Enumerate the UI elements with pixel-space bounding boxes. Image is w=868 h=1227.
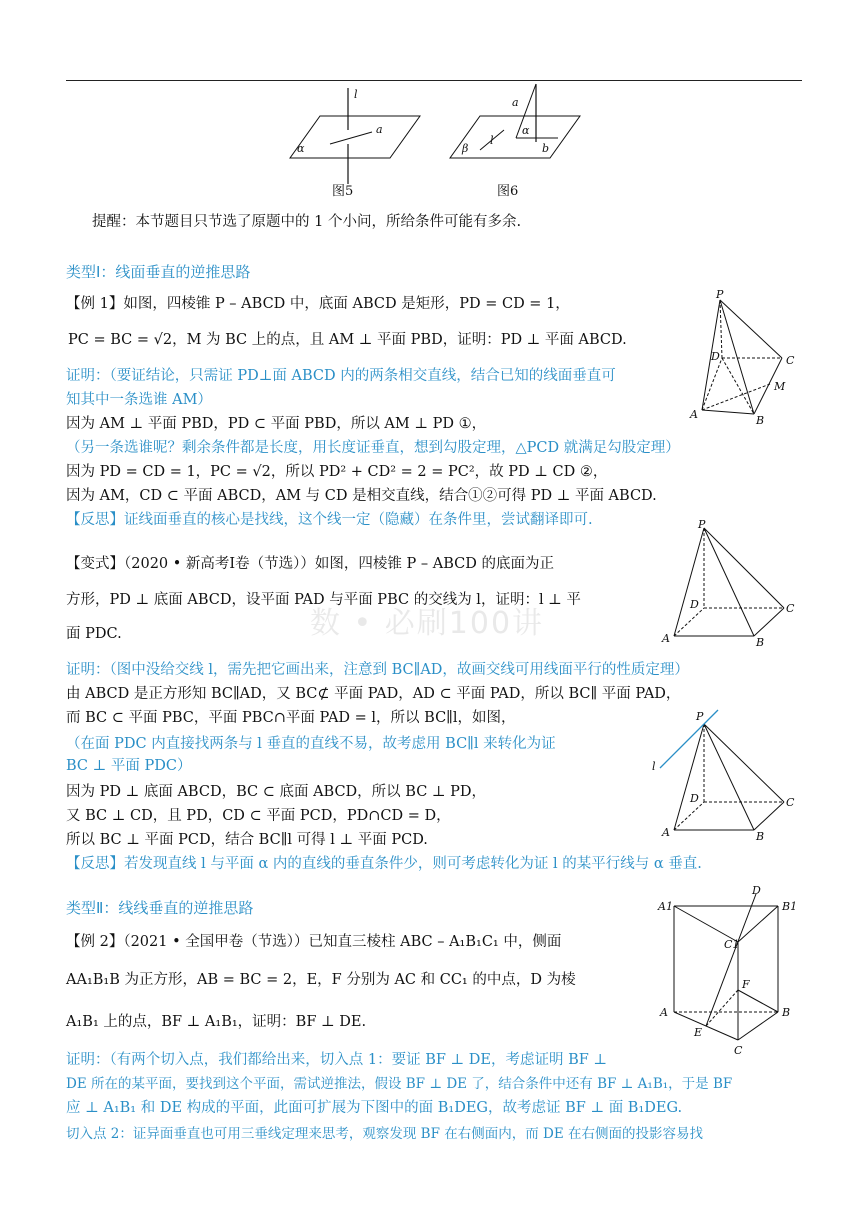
pyr3-C: C (786, 796, 795, 809)
prism-F: F (742, 978, 750, 991)
watermark: 数 • 必刷100讲 (310, 606, 545, 641)
example1-line1: 【例 1】如图，四棱锥 P – ABCD 中，底面 ABCD 是矩形，PD = CD = 1， (66, 296, 570, 312)
proof1-line3: 因为 AM ⊥ 平面 PBD，PD ⊂ 平面 PBD，所以 AM ⊥ PD ①， (66, 416, 487, 432)
hint-text: 提醒：本节题目只节选了原题中的 1 个小问，所给条件可能有多余. (92, 214, 522, 230)
example2-line2: AA₁B₁B 为正方形，AB = BC = 2，E，F 分别为 AC 和 CC₁ 的中点，D 为棱 (66, 972, 576, 988)
figure-5 (280, 86, 430, 186)
proof2-line4: （在面 PDC 内直接找两条与 l 垂直的直线不易，故考虑用 BC∥l 来转化为证 (66, 736, 556, 752)
fig5-label-alpha: α (297, 142, 305, 155)
figure-5-caption: 图5 (332, 184, 354, 199)
pyr3-B: B (756, 830, 765, 843)
pyramid-figure-1 (678, 288, 808, 428)
prism-D: D (752, 884, 761, 897)
proof1-line6: 因为 AM，CD ⊂ 平面 ABCD，AM 与 CD 是相交直线，结合①②可得 PD ⊥ 平面 ABCD. (66, 488, 657, 504)
type2-heading: 类型Ⅱ：线线垂直的逆推思路 (66, 899, 254, 917)
fig5-label-l: l (354, 88, 358, 101)
figure-6 (440, 82, 590, 182)
proof1-line4: （另一条选谁呢？剩余条件都是长度，用长度证垂直，想到勾股定理，△PCD 就满足勾股定理） (66, 440, 680, 456)
proof2-line8: 所以 BC ⊥ 平面 PCD，结合 BC∥l 可得 l ⊥ 平面 PCD. (66, 832, 428, 848)
proof1-line5: 因为 PD = CD = 1，PC = √2，所以 PD² + CD² = 2 = PC²，故 PD ⊥ CD ②， (66, 464, 608, 480)
prism-C: C (734, 1044, 743, 1056)
type1-heading: 类型Ⅰ：线面垂直的逆推思路 (66, 263, 251, 281)
pyr3-A: A (662, 826, 670, 839)
pyr1-D: D (711, 350, 720, 363)
pyr1-C: C (786, 354, 795, 367)
pyr1-A: A (690, 408, 698, 421)
fig6-label-b: b (542, 142, 550, 155)
pyr2-C: C (786, 602, 795, 615)
proof3-line1: 证明：（有两个切入点，我们都给出来，切入点 1：要证 BF ⊥ DE，考虑证明 BF ⊥ (66, 1052, 608, 1068)
pyr1-M: M (774, 380, 786, 393)
proof2-line1: 证明：（图中没给交线 l，需先把它画出来，注意到 BC∥AD，故画交线可用线面平行的性质定理） (66, 662, 689, 678)
reflection2: 【反思】若发现直线 l 与平面 α 内的直线的垂直条件少，则可考虑转化为证 l 的某平行线与 α 垂直. (66, 856, 702, 872)
proof2-line6: 因为 PD ⊥ 底面 ABCD，BC ⊂ 底面 ABCD，所以 BC ⊥ PD， (66, 784, 487, 800)
prism-A1: A1 (658, 900, 673, 913)
proof3-line2: DE 所在的某平面，要找到这个平面，需试逆推法，假设 BF ⊥ DE 了，结合条件中还有 BF ⊥ A₁B₁，于是 BF (66, 1076, 733, 1092)
pyramid-figure-3 (650, 708, 800, 843)
proof1-line2: 知其中一条选谁 AM） (66, 392, 212, 408)
variant-line3: 面 PDC. (66, 626, 122, 642)
proof3-line3: 应 ⊥ A₁B₁ 和 DE 构成的平面，此面可扩展为下图中的面 B₁DEG，故考虑证 BF ⊥ 面 B₁DEG. (66, 1100, 683, 1116)
fig6-label-l: l (490, 134, 494, 147)
proof3-line4: 切入点 2：证异面垂直也可用三垂线定理来思考，观察发现 BF 在右侧面内，而 DE 在右侧面的投影容易找 (66, 1126, 704, 1142)
pyr3-D: D (690, 792, 699, 805)
prism-figure (652, 884, 802, 1056)
fig6-label-a: a (512, 96, 519, 109)
variant-line2: 方形，PD ⊥ 底面 ABCD，设平面 PAD 与平面 PBC 的交线为 l，证明：l ⊥ 平 (66, 592, 581, 608)
pyramid-figure-2 (658, 518, 798, 648)
pyr2-B: B (756, 636, 765, 648)
proof2-line7: 又 BC ⊥ CD，且 PD，CD ⊂ 平面 PCD，PD∩CD = D， (66, 808, 451, 824)
proof1-line1: 证明：（要证结论，只需证 PD⊥面 ABCD 内的两条相交直线，结合已知的线面垂直可 (66, 368, 616, 384)
fig5-label-a: a (376, 123, 383, 136)
pyr2-P: P (698, 518, 706, 531)
pyr2-A: A (662, 632, 670, 645)
figure-6-caption: 图6 (497, 184, 519, 199)
proof2-line2: 由 ABCD 是正方形知 BC∥AD，又 BC⊄ 平面 PAD，AD ⊂ 平面 PAD，所以 BC∥ 平面 PAD， (66, 686, 681, 702)
example2-line1: 【例 2】（2021 • 全国甲卷（节选））已知直三棱柱 ABC – A₁B₁C₁ 中，侧面 (66, 934, 562, 950)
top-rule (66, 80, 802, 81)
example2-line3: A₁B₁ 上的点，BF ⊥ A₁B₁，证明：BF ⊥ DE. (66, 1014, 367, 1030)
reflection1: 【反思】证线面垂直的核心是找线，这个线一定（隐藏）在条件里，尝试翻译即可. (66, 512, 593, 528)
prism-B1: B1 (782, 900, 798, 913)
pyr1-B: B (756, 414, 765, 427)
fig6-label-alpha: α (522, 124, 530, 137)
proof2-line3: 而 BC ⊂ 平面 PBC，平面 PBC∩平面 PAD = l，所以 BC∥l，如图， (66, 710, 516, 726)
pyr1-P: P (716, 288, 724, 301)
prism-C1: C1 (724, 938, 740, 951)
pyr2-D: D (690, 598, 699, 611)
pyr3-l: l (652, 760, 656, 773)
pyr3-P: P (696, 710, 704, 723)
proof2-line5: BC ⊥ 平面 PDC） (66, 758, 192, 774)
example1-line2: PC = BC = √2，M 为 BC 上的点，且 AM ⊥ 平面 PBD，证明：PD ⊥ 平面 ABCD. (68, 332, 627, 348)
variant-line1: 【变式】（2020 • 新高考Ⅰ卷（节选））如图，四棱锥 P – ABCD 的底面为正 (66, 556, 554, 572)
prism-B: B (782, 1006, 791, 1019)
prism-E: E (694, 1026, 703, 1039)
prism-A: A (660, 1006, 668, 1019)
fig6-label-beta: β (462, 142, 469, 155)
